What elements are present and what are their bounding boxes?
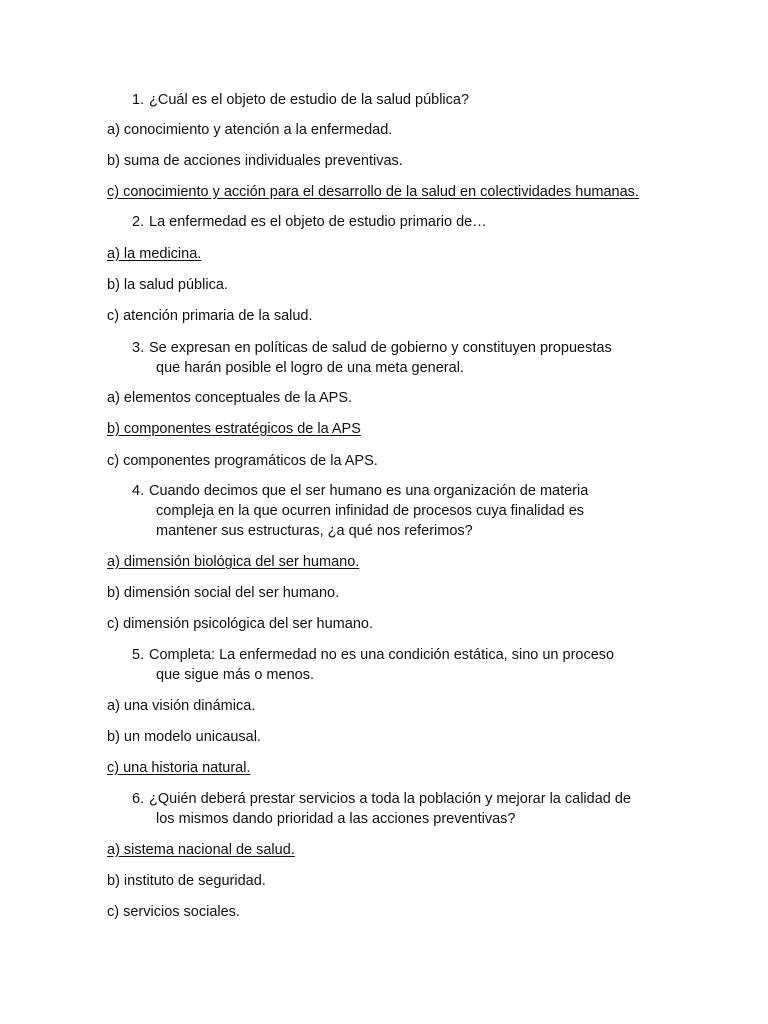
option-2c: c) atención primaria de la salud. bbox=[107, 308, 313, 324]
option-6c: c) servicios sociales. bbox=[107, 904, 240, 920]
question-text-continued: que sigue más o menos. bbox=[156, 667, 314, 683]
question-text-continued: compleja en la que ocurren infinidad de procesos cuya finalidad es bbox=[156, 503, 585, 519]
option-3a: a) elementos conceptuales de la APS. bbox=[107, 390, 353, 406]
option-6b: b) instituto de seguridad. bbox=[107, 873, 266, 889]
question-number: 2. bbox=[132, 214, 145, 230]
question-number: 3. bbox=[132, 340, 145, 356]
question-text: ¿Quién deberá prestar servicios a toda la población y mejorar la calidad de bbox=[149, 791, 631, 807]
question-text-continued: los mismos dando prioridad a las acciones preventivas? bbox=[156, 811, 516, 827]
question-text: La enfermedad es el objeto de estudio primario de… bbox=[149, 214, 487, 230]
option-6a: a) sistema nacional de salud. bbox=[107, 842, 295, 858]
option-4a: a) dimensión biológica del ser humano. bbox=[107, 554, 360, 570]
option-5a: a) una visión dinámica. bbox=[107, 698, 256, 714]
question-number: 4. bbox=[132, 483, 145, 499]
option-2a: a) la medicina. bbox=[107, 246, 202, 262]
question-text-continued: mantener sus estructuras, ¿a qué nos referimos? bbox=[156, 523, 473, 539]
option-3b: b) componentes estratégicos de la APS bbox=[107, 421, 361, 437]
option-5b: b) un modelo unicausal. bbox=[107, 729, 261, 745]
option-2b: b) la salud pública. bbox=[107, 277, 228, 293]
question-text: ¿Cuál es el objeto de estudio de la salud pública? bbox=[149, 92, 470, 108]
option-4b: b) dimensión social del ser humano. bbox=[107, 585, 340, 601]
question-number: 1. bbox=[132, 92, 145, 108]
option-1b: b) suma de acciones individuales preventivas. bbox=[107, 153, 403, 169]
question-number: 5. bbox=[132, 647, 145, 663]
question-text: Cuando decimos que el ser humano es una organización de materia bbox=[149, 483, 589, 499]
option-3c: c) componentes programáticos de la APS. bbox=[107, 453, 378, 469]
question-5 bbox=[132, 645, 692, 685]
question-text: Se expresan en políticas de salud de gobierno y constituyen propuestas bbox=[149, 340, 612, 356]
question-6 bbox=[132, 789, 692, 829]
question-3 bbox=[132, 338, 692, 378]
question-text-continued: que harán posible el logro de una meta general. bbox=[156, 360, 464, 376]
question-2 bbox=[132, 212, 692, 232]
option-1c: c) conocimiento y acción para el desarrollo de la salud en colectividades humanas. bbox=[107, 184, 639, 200]
option-4c: c) dimensión psicológica del ser humano. bbox=[107, 616, 373, 632]
option-1a: a) conocimiento y atención a la enfermedad. bbox=[107, 122, 393, 138]
question-text: Completa: La enfermedad no es una condición estática, sino un proceso bbox=[149, 647, 615, 663]
question-number: 6. bbox=[132, 791, 145, 807]
option-5c: c) una historia natural. bbox=[107, 760, 251, 776]
question-1 bbox=[132, 90, 692, 110]
question-4 bbox=[132, 481, 692, 541]
